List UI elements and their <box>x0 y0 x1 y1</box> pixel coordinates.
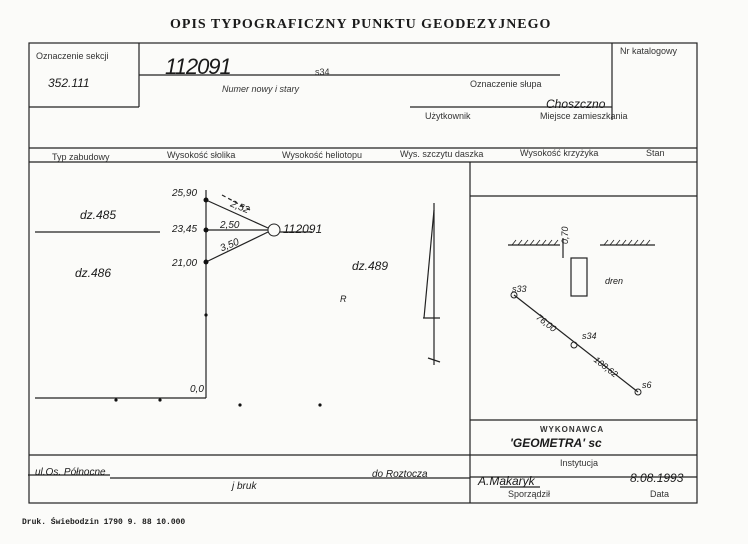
place-label: Miejsce zamieszkania <box>540 111 628 121</box>
parcel-485: dz.485 <box>80 208 117 222</box>
dist-00: 0,0 <box>190 384 204 395</box>
offset-252: 2,52 <box>228 198 251 217</box>
drain-label: dren <box>605 276 624 286</box>
dist-10862: 108,62 <box>591 354 620 380</box>
attr-table-height: Wysokość słolika <box>167 150 236 160</box>
user-label: Użytkownik <box>425 111 471 121</box>
offset-250: 2,50 <box>220 220 240 231</box>
place-value: Choszczno <box>546 97 606 111</box>
contractor-company: 'GEOMETRA' sc <box>510 436 602 450</box>
date-value: 8.08.1993 <box>630 471 684 485</box>
point-label: 112091 <box>283 222 323 236</box>
date-label: Data <box>650 489 670 499</box>
attr-type: Typ zabudowy <box>52 152 110 162</box>
dist-2100: 21,00 <box>172 258 198 269</box>
dist-7600: 76,00 <box>534 312 559 334</box>
attr-helio-height: Wysokość heliotopu <box>282 150 362 160</box>
dist-2590: 25,90 <box>172 188 198 199</box>
section-label: Oznaczenie sekcji <box>36 51 109 61</box>
parcel-489: dz.489 <box>352 259 389 273</box>
pole-label: Oznaczenie słupa <box>470 79 542 89</box>
point-number: 112091 <box>165 54 231 79</box>
offset-350: 3,50 <box>218 236 241 255</box>
contractor-label: WYKONAWCA <box>540 425 605 434</box>
catalog-label: Nr katalogowy <box>620 46 678 56</box>
attr-roof-height: Wys. szczytu daszka <box>400 149 484 159</box>
street-label: ul.Os. Północne <box>35 467 106 478</box>
parcel-486: dz.486 <box>75 266 112 280</box>
dist-2345: 23,45 <box>172 224 198 235</box>
s6-label: s6 <box>642 380 652 390</box>
attr-cross-height: Wysokość krzyżyka <box>520 148 599 158</box>
point-marker <box>268 224 280 236</box>
author-name: A.Makaryk <box>478 474 535 488</box>
direction-label: do Roztocza <box>372 469 428 480</box>
number-label: Numer nowy i stary <box>222 84 300 94</box>
s34-label: s34 <box>582 331 597 341</box>
institution-label: Instytucja <box>560 458 599 468</box>
page-title: OPIS TYPOGRAFICZNY PUNKTU GEODEZYJNEGO <box>170 17 552 32</box>
road-label: j bruk <box>232 481 257 492</box>
depth-label: 0,70 <box>560 226 570 244</box>
print-footer: Druk. Świebodzin 1790 9. 88 10.000 <box>22 518 186 527</box>
s33-label: s33 <box>512 284 527 294</box>
r-mark: R <box>340 294 347 304</box>
section-value: 352.111 <box>48 76 90 90</box>
old-number: s34 <box>315 67 330 77</box>
author-label: Sporządził <box>508 489 551 499</box>
attr-state: Stan <box>646 148 665 158</box>
